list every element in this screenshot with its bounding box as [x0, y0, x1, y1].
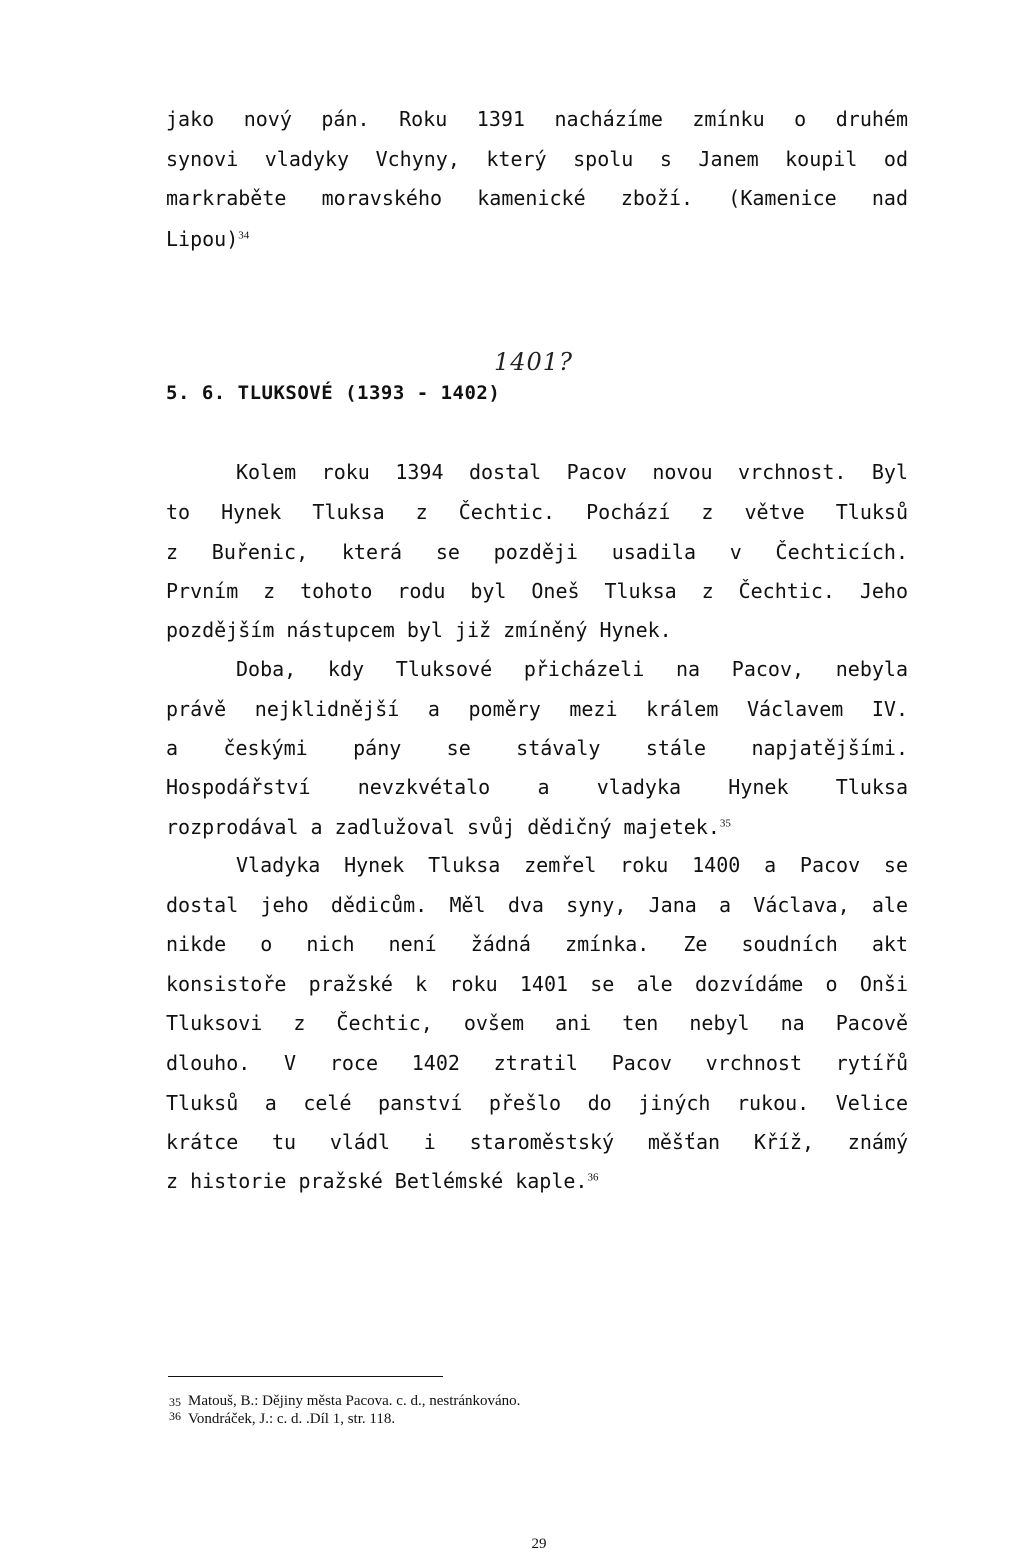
paragraph3-line-5-text: rozprodával a zadlužoval svůj dědičný majetek. [166, 815, 720, 839]
paragraph4-line-7: Tluksů a celé panství přešlo do jiných rukou. Velice [166, 1091, 908, 1115]
footnote-mark-35: 35 [169, 1395, 181, 1409]
paragraph1-line-2: synovi vladyky Vchyny, který spolu s Janem koupil od [166, 147, 908, 171]
page-number: 29 [531, 1536, 547, 1552]
footnote-ref-36: 36 [587, 1171, 599, 1184]
paragraph3-line-3: a českými pány se stávaly stále napjatějšími. [166, 736, 908, 760]
paragraph2-line-4: Prvním z tohoto rodu byl Oneš Tluksa z Čechtic. Jeho [166, 579, 908, 603]
paragraph4-line-5: Tluksovi z Čechtic, ovšem ani ten nebyl na Pacově [166, 1011, 908, 1035]
paragraph3-line-2: právě nejklidnější a poměry mezi králem Václavem IV. [166, 697, 908, 721]
footnote-ref-35: 35 [719, 817, 731, 830]
paragraph1-line-3: markraběte moravského kamenické zboží. (Kamenice nad [166, 186, 908, 210]
section-heading: 5. 6. TLUKSOVÉ (1393 - 1402) [166, 382, 501, 404]
paragraph4-line-9 [166, 1168, 908, 1194]
footnote-36-text: Vondráček, J.: c. d. .Díl 1, str. 118. [188, 1411, 396, 1427]
paragraph3-line-5 [166, 814, 908, 840]
footnote-ref-34: 34 [238, 229, 250, 242]
paragraph2-line-3: z Buřenic, která se později usadila v Čechticích. [166, 540, 908, 564]
paragraph4-line-8: krátce tu vládl i staroměstský měšťan Kříž, známý [166, 1130, 908, 1154]
footnote-35-text: Matouš, B.: Dějiny města Pacova. c. d., nestránkováno. [188, 1393, 521, 1409]
paragraph3-line-1: Doba, kdy Tluksové přicházeli na Pacov, nebyla [236, 657, 908, 681]
footnote-mark-36: 36 [169, 1409, 181, 1423]
paragraph4-line-6: dlouho. V roce 1402 ztratil Pacov vrchnost rytířů [166, 1051, 908, 1075]
paragraph2-line-1: Kolem roku 1394 dostal Pacov novou vrchnost. Byl [236, 460, 908, 484]
paragraph2-line-5: pozdějším nástupcem byl již zmíněný Hynek. [166, 618, 672, 642]
paragraph2-line-2: to Hynek Tluksa z Čechtic. Pochází z větve Tluksů [166, 500, 908, 524]
paragraph4-line-1: Vladyka Hynek Tluksa zemřel roku 1400 a Pacov se [236, 853, 908, 877]
paragraph4-line-9-text: z historie pražské Betlémské kaple. [166, 1169, 588, 1193]
paragraph1-line-4-text: Lipou) [166, 227, 239, 251]
paragraph1-line-1: jako nový pán. Roku 1391 nacházíme zmínku o druhém [166, 107, 908, 131]
footnote-separator [168, 1376, 443, 1377]
handwritten-annotation: 1401? [494, 348, 573, 376]
paragraph3-line-4: Hospodářství nevzkvétalo a vladyka Hynek Tluksa [166, 775, 908, 799]
paragraph4-line-2: dostal jeho dědicům. Měl dva syny, Jana a Václava, ale [166, 893, 908, 917]
paragraph4-line-3: nikde o nich není žádná zmínka. Ze soudních akt [166, 932, 908, 956]
paragraph4-line-4: konsistoře pražské k roku 1401 se ale dozvídáme o Onši [166, 972, 908, 996]
paragraph1-line-4 [166, 226, 908, 252]
